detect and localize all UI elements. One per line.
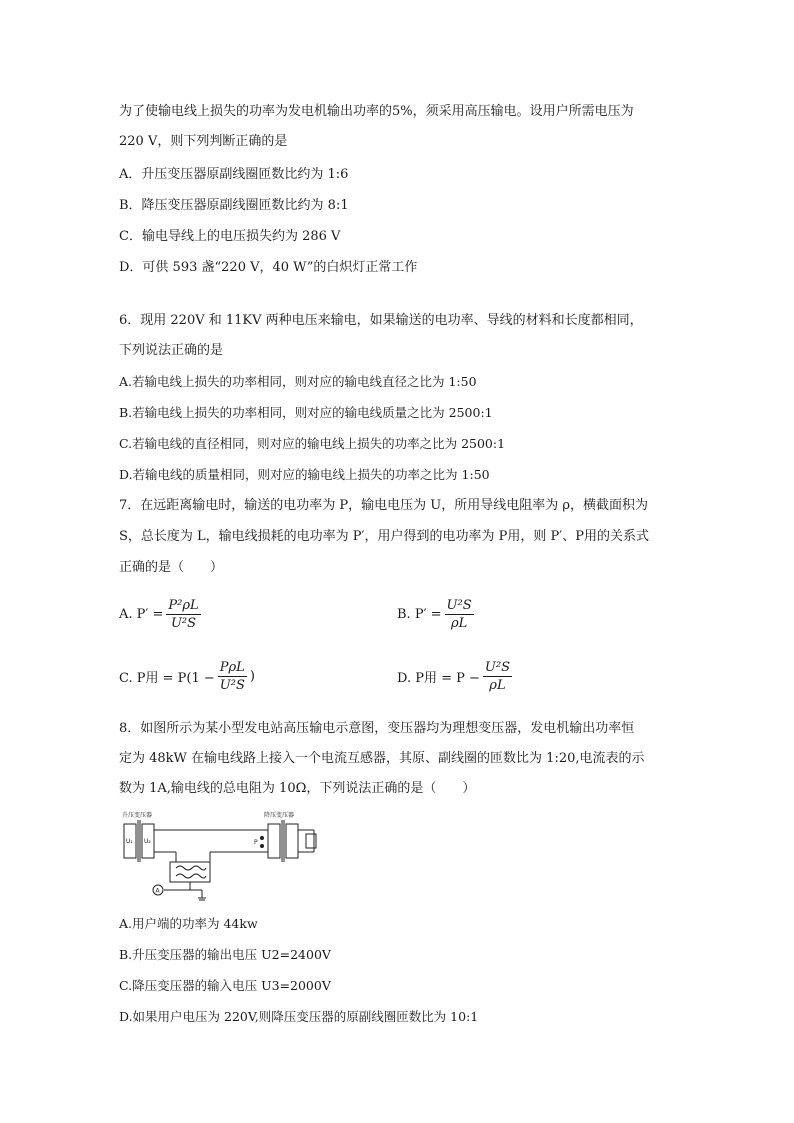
q7-option-d-denominator: ρL xyxy=(489,678,506,693)
q8-stem-line3: 数为 1A,输电线的总电阻为 10Ω，下列说法正确的是（ ） xyxy=(119,781,476,796)
q7-option-b-fraction xyxy=(445,598,474,631)
q7-stem-line1: 7．在远距离输电时，输送的电功率为 P，输电电压为 U，所用导线电阻率为 ρ，横截面积为 xyxy=(119,498,649,513)
q7-option-a-denominator: U²S xyxy=(170,616,197,631)
q6-stem-line1: 6．现用 220V 和 11KV 两种电压来输电，如果输送的电功率、导线的材料和长度都相同， xyxy=(119,313,643,328)
q8-option-c: C.降压变压器的输入电压 U3=2000V xyxy=(119,978,331,993)
q7-option-d xyxy=(397,660,515,693)
q6-option-c: C.若输电线的直径相同，则对应的输电线上损失的功率之比为 2500:1 xyxy=(119,436,506,451)
q6-option-d: D.若输电线的质量相同，则对应的输电线上损失的功率之比为 1:50 xyxy=(119,467,490,482)
q7-option-b-denominator: ρL xyxy=(450,616,468,631)
u2-label: U₂ xyxy=(144,838,151,845)
q7-option-a-numerator: P²ρL xyxy=(168,598,199,613)
q6-stem-line2: 下列说法正确的是 xyxy=(119,343,224,358)
q5-option-c: C．输电导线上的电压损失约为 286 V xyxy=(119,229,341,244)
step-down-secondary-coil xyxy=(286,824,298,858)
q7-option-b xyxy=(397,598,477,631)
q7-option-c-denominator: U²S xyxy=(219,678,245,693)
q8-stem-line2: 定为 48kW 在输电线路上接入一个电流互感器，其原、副线圈的匝数比为 1:20,电流表的示 xyxy=(119,751,645,766)
q7-option-b-numerator: U²S xyxy=(446,598,472,613)
step-up-label: 升压变压器 xyxy=(122,812,153,819)
current-transformer xyxy=(170,862,210,882)
q5-stem-line2: 220 V，则下列判断正确的是 xyxy=(119,134,288,149)
q8-option-b: B.升压变压器的输出电压 U2=2400V xyxy=(119,947,331,962)
q5-stem-line1: 为了使输电线上损失的功率为发电机输出功率的5%，须采用高压输电。设用户所需电压为 xyxy=(119,104,634,119)
q6-option-a: A.若输电线上损失的功率相同，则对应的输电线直径之比为 1:50 xyxy=(119,374,477,389)
q5-option-a: A．升压变压器原副线圈匝数比约为 1:6 xyxy=(119,167,349,182)
q8-option-a: A.用户端的功率为 44kw xyxy=(119,916,258,931)
step-down-primary-coil xyxy=(268,824,280,858)
q5-option-d: D．可供 593 盏“220 V，40 W”的白炽灯正常工作 xyxy=(119,260,418,275)
q5-option-b: B．降压变压器原副线圈匝数比约为 8:1 xyxy=(119,198,349,213)
q7-option-c-close: ) xyxy=(249,669,255,684)
q8-option-d: D.如果用户电压为 220V,则降压变压器的原副线圈匝数比为 10:1 xyxy=(119,1009,479,1024)
q7-stem-line3: 正确的是（ ） xyxy=(119,560,224,575)
transmission-circuit-diagram xyxy=(118,808,323,905)
u1-label: U₁ xyxy=(126,838,133,845)
q7-option-a-fraction xyxy=(166,598,200,631)
p-label: P xyxy=(254,839,258,846)
q7-option-d-fraction xyxy=(483,660,512,693)
q7-option-b-label: B. P′ = xyxy=(397,607,442,622)
ammeter-label: A xyxy=(155,887,160,895)
q8-stem-line1: 8．如图所示为某小型发电站高压输电示意图，变压器均为理想变压器，发电机输出功率恒 xyxy=(119,721,635,736)
q7-stem-line2: S，总长度为 L，输电线损耗的电功率为 P′，用户得到的电功率为 P用，则 P′、P用的关系式 xyxy=(119,529,649,544)
q7-option-c xyxy=(119,660,255,693)
q7-option-c-fraction xyxy=(218,660,247,693)
q7-option-d-label: D. P用 = P − xyxy=(397,671,480,686)
q7-option-a-label: A. P′ = xyxy=(119,607,164,622)
q6-option-b: B.若输电线上损失的功率相同，则对应的输电线质量之比为 2500:1 xyxy=(119,405,493,420)
q7-option-d-numerator: U²S xyxy=(484,660,510,675)
step-down-label: 降压变压器 xyxy=(264,812,295,819)
q7-option-c-label: C. P用 = P(1 − xyxy=(119,671,215,686)
q7-option-c-numerator: PρL xyxy=(219,660,245,675)
q7-option-a xyxy=(119,598,204,631)
